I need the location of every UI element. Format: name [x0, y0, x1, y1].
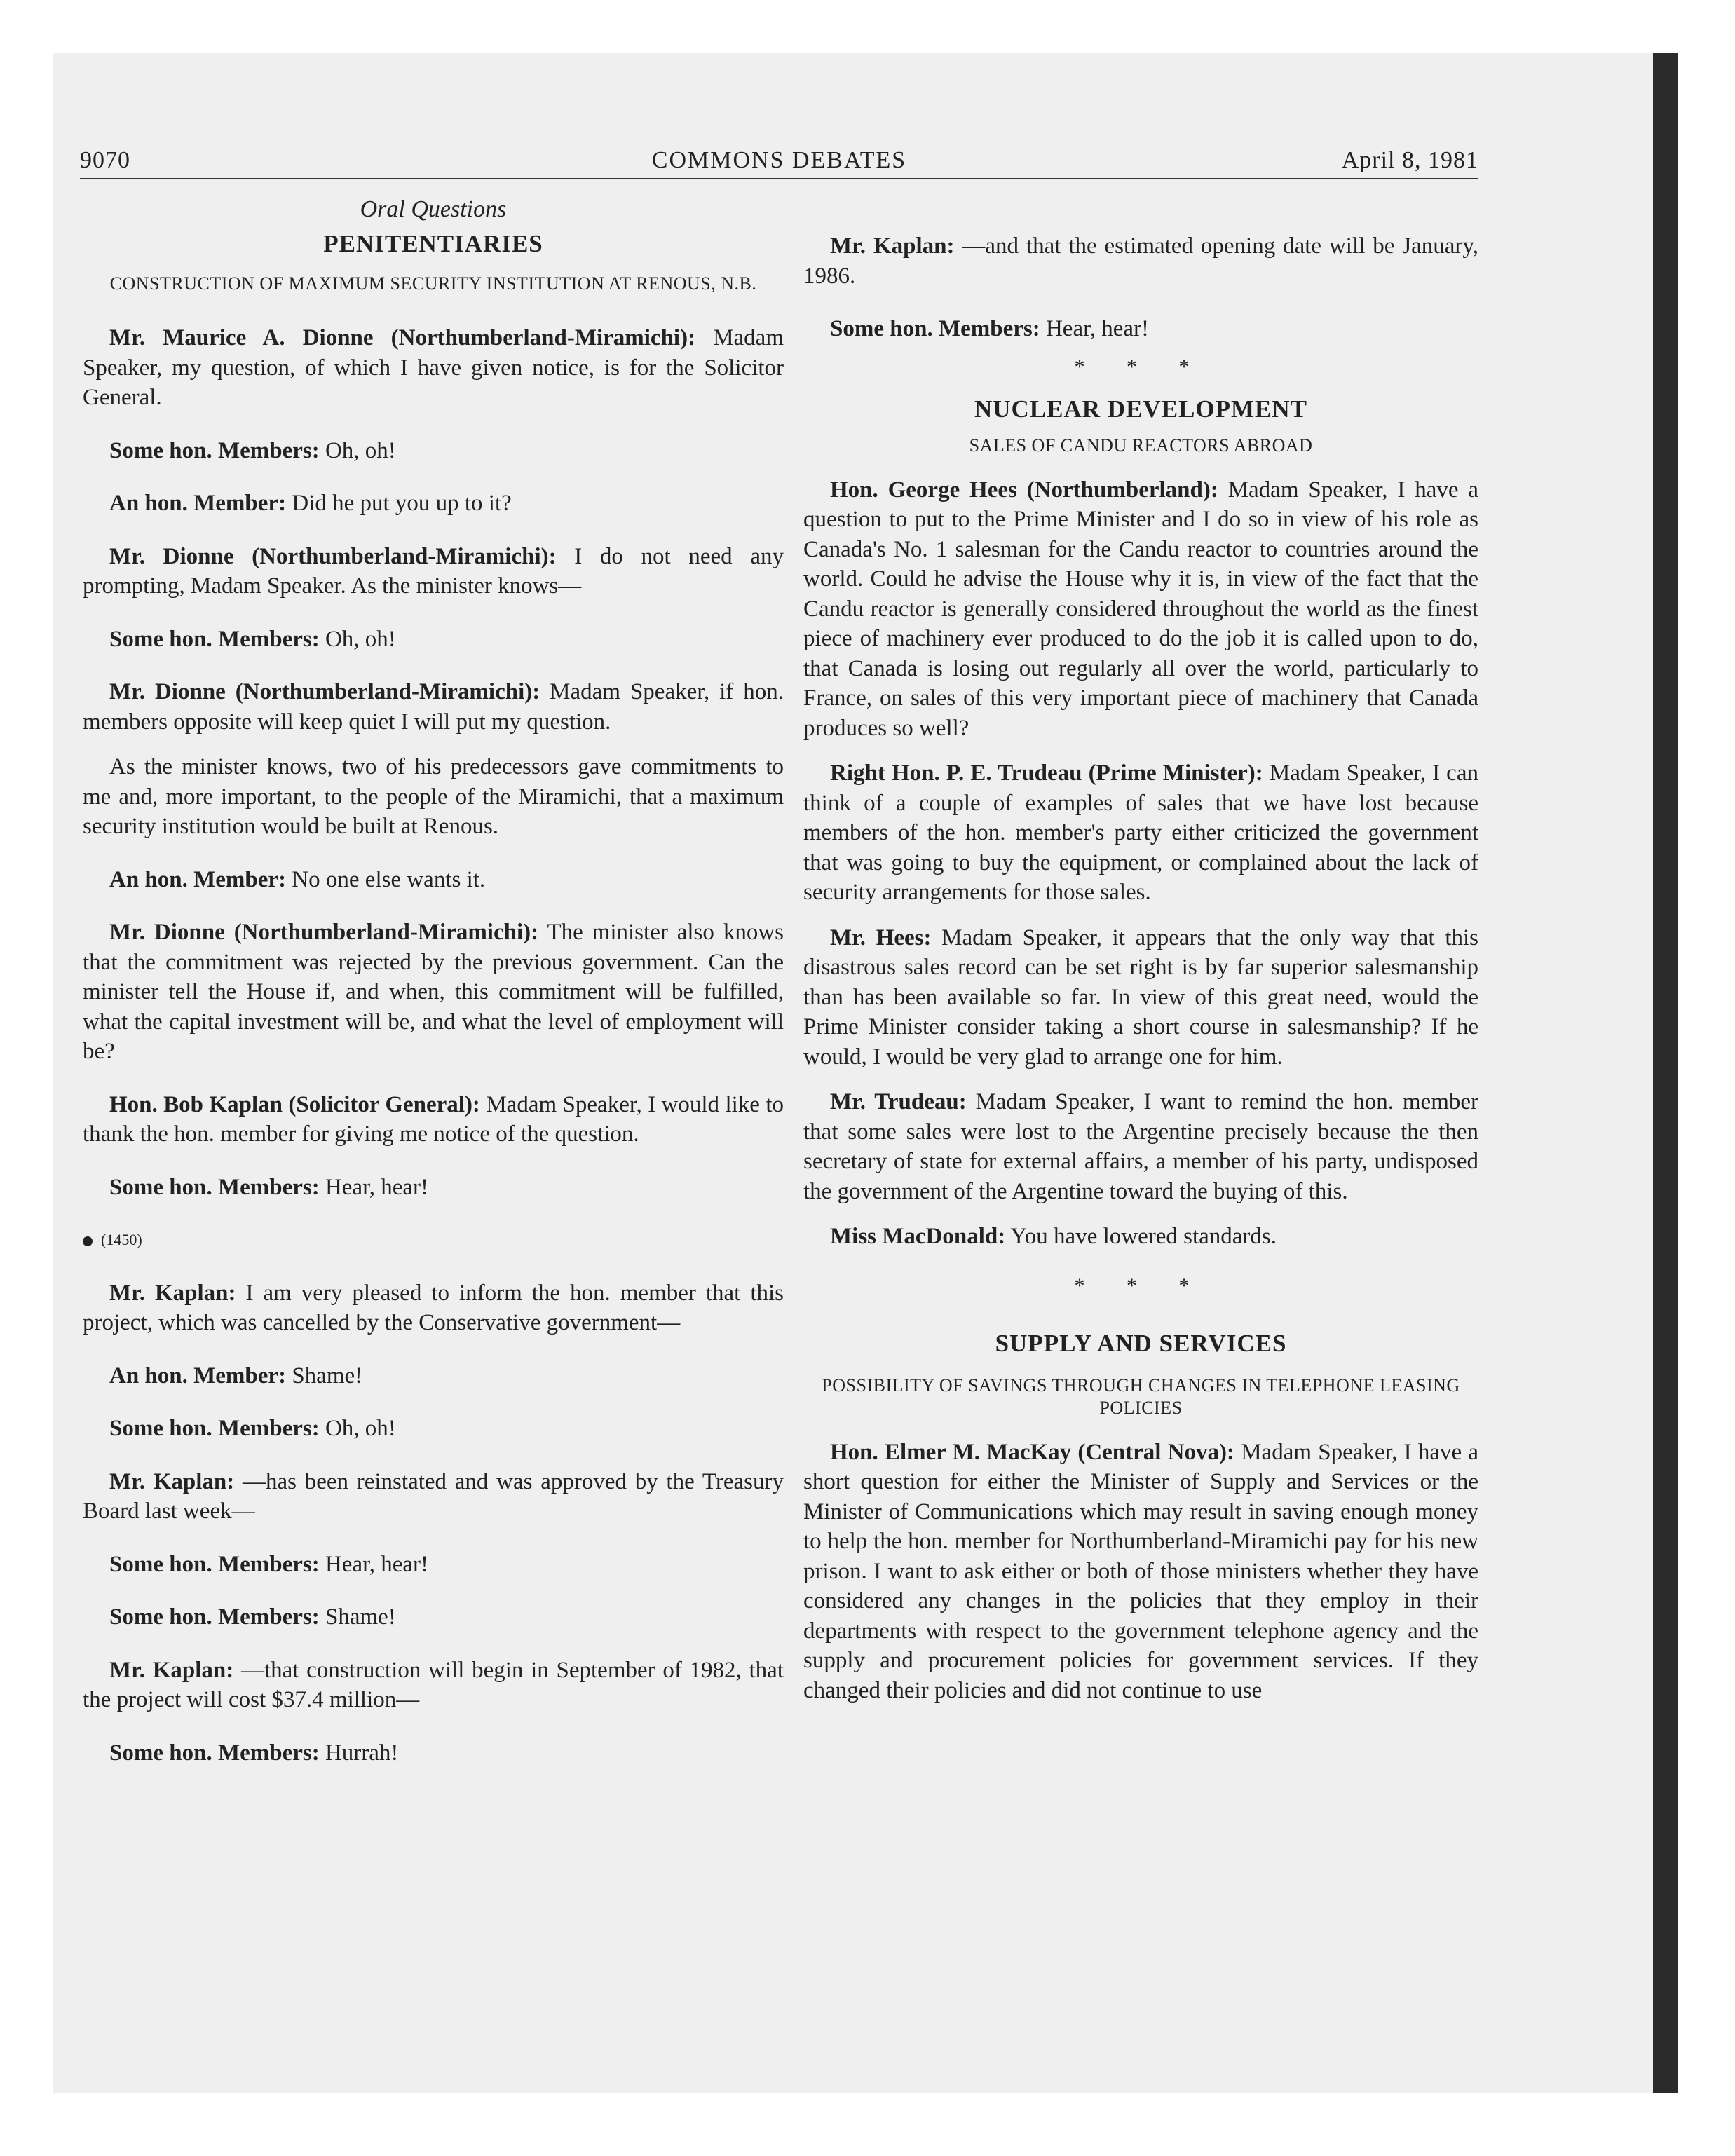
speech-paragraph: [83, 323, 784, 413]
speech-text: —that construction will begin in September of 1982, that the project will cost $37.4 million—: [83, 1657, 784, 1712]
speech-text: Madam Speaker, I can think of a couple of examples of sales that we have lost because members of the hon. member's party either criticized the government that was going to buy the equipment, or complained about the lack of security arrangements for those sales.: [803, 760, 1478, 905]
speech-text: Hurrah!: [319, 1740, 399, 1766]
speech-text: Hear, hear!: [319, 1174, 429, 1200]
speech-paragraph: [803, 1438, 1478, 1706]
speech-text: Madam Speaker, I have a short question for either the Minister of Supply and Services or the Minister of Communications which may result in saving enough money to help the hon. member for Northumberland-Miramichi pay for his new prison. I want to ask either or both of those ministers whether they have considered any changes in the policies that they employ in their departments with respect to the government telephone agency and the supply and procurement policies for government services. If they changed their policies and did not continue to use: [803, 1439, 1479, 1703]
speech-paragraph: [83, 677, 784, 737]
speaker-name: Some hon. Members:: [109, 1174, 320, 1200]
speech-text: The minister also knows that the commitment was rejected by the previous government. Can the minister tell the House if, and when, this commitment will be fulfilled, what the capital investment will be, and what the level of employment will be?: [83, 920, 784, 1064]
section-subtitle: CONSTRUCTION OF MAXIMUM SECURITY INSTITUTION AT RENOUS, N.B.: [109, 273, 757, 294]
speaker-name: Some hon. Members:: [109, 437, 320, 463]
speaker-name: Miss MacDonald:: [830, 1224, 1006, 1249]
speaker-name: Mr. Dionne (Northumberland-Miramichi):: [109, 679, 540, 704]
speech-paragraph: [83, 1414, 784, 1444]
speech-text: Hear, hear!: [319, 1551, 429, 1577]
speech-text: Shame!: [319, 1604, 396, 1630]
speech-text: I do not need any prompting, Madam Speaker. As the minister knows—: [83, 543, 784, 599]
speech-paragraph: [83, 1738, 784, 1768]
left-column: [83, 195, 784, 1768]
speech-text: Oh, oh!: [319, 1416, 396, 1441]
speech-paragraph: [83, 1602, 784, 1632]
speech-paragraph: [803, 1087, 1478, 1206]
speaker-name: Hon. George Hees (Northumberland):: [830, 477, 1218, 503]
speaker-name: Some hon. Members:: [830, 316, 1040, 341]
speech-text: Madam Speaker, it appears that the only way that this disastrous sales record can be set right is by far superior salesmanship than has been available so far. In view of this great need, would the Prime Minister consider taking a short course in salesmanship? If he would, I would be very glad to arrange one for him.: [803, 925, 1478, 1070]
speaker-name: Mr. Kaplan:: [109, 1468, 235, 1494]
section-separator: * * *: [1074, 355, 1208, 378]
speaker-name: Hon. Elmer M. MacKay (Central Nova):: [830, 1439, 1234, 1465]
speaker-name: Some hon. Members:: [109, 1416, 320, 1441]
category-heading: Oral Questions: [360, 196, 507, 222]
section-subtitle: SALES OF CANDU REACTORS ABROAD: [969, 435, 1313, 456]
speaker-name: Some hon. Members:: [109, 1604, 320, 1630]
speaker-name: Some hon. Members:: [109, 626, 320, 652]
section-subtitle: POSSIBILITY OF SAVINGS THROUGH CHANGES IN TELEPHONE LEASING POLICIES: [822, 1374, 1460, 1418]
speech-paragraph: [803, 758, 1478, 908]
speech-paragraph: [83, 1550, 784, 1580]
speaker-name: An hon. Member:: [109, 1363, 287, 1389]
time-marker-text: (1450): [101, 1231, 142, 1248]
speech-paragraph: [83, 436, 784, 466]
speech-text: Shame!: [286, 1363, 363, 1389]
continuation-paragraph: [83, 752, 784, 842]
speaker-name: Mr. Hees:: [830, 925, 932, 950]
speech-paragraph: [83, 1173, 784, 1203]
speech-paragraph: [83, 1656, 784, 1715]
speech-paragraph: [83, 489, 784, 519]
speech-text: Madam Speaker, I have a question to put to the Prime Minister and I do so in view of his role as Canada's No. 1 salesman for the Candu reactor to countries around the world. Could he advise the House why it is, in view of the fact that the Candu reactor is generally considered throughout the world as the finest piece of machinery ever produced to do the job it is called upon to do, that Canada is losing out regularly all over the world, particularly to France, on sales of this very important piece of machinery that Canada produces so well?: [803, 477, 1478, 741]
speech-text: Madam Speaker, I want to remind the hon. member that some sales were lost to the Argentine precisely because the then secretary of state for external affairs, a member of his party, undisposed the government of the Argentine toward the buying of this.: [803, 1089, 1479, 1204]
speech-paragraph: [83, 1278, 784, 1338]
speaker-name: Some hon. Members:: [109, 1551, 320, 1577]
right-column: [803, 231, 1478, 1705]
speech-paragraph: [83, 917, 784, 1067]
speaker-name: Some hon. Members:: [109, 1740, 320, 1766]
speech-text: Madam Speaker, my question, of which I have given notice, is for the Solicitor General.: [83, 325, 784, 410]
section-separator: * * *: [1074, 1274, 1208, 1297]
section-title: PENITENTIARIES: [323, 229, 543, 257]
speech-text: Did he put you up to it?: [286, 491, 512, 516]
speaker-name: Mr. Maurice A. Dionne (Northumberland-Miramichi):: [109, 325, 696, 350]
speech-text: Oh, oh!: [319, 626, 396, 652]
page-number: 9070: [80, 147, 130, 173]
speech-text: As the minister knows, two of his predecessors gave commitments to me and, more important, to the people of the Miramichi, that a maximum security institution would be built at Renous.: [83, 754, 784, 839]
speech-text: You have lowered standards.: [1005, 1224, 1277, 1249]
speech-paragraph: [803, 231, 1478, 291]
speech-paragraph: [83, 1090, 784, 1149]
publication-title: COMMONS DEBATES: [651, 147, 907, 173]
speaker-name: Mr. Kaplan:: [109, 1280, 236, 1306]
header-rule: [80, 178, 1478, 179]
publication-date: April 8, 1981: [1341, 147, 1478, 173]
speech-paragraph: [803, 314, 1478, 344]
speaker-name: Mr. Dionne (Northumberland-Miramichi):: [109, 543, 557, 569]
speech-text: —and that the estimated opening date will be January, 1986.: [803, 233, 1478, 289]
speech-paragraph: [803, 923, 1478, 1072]
speech-text: I am very pleased to inform the hon. member that this project, which was cancelled by the Conservative government—: [83, 1280, 784, 1335]
speech-paragraph: [83, 1467, 784, 1527]
speech-paragraph: [83, 865, 784, 895]
speech-text: Oh, oh!: [319, 437, 396, 463]
speech-paragraph: [83, 625, 784, 655]
speech-text: Madam Speaker, if hon. members opposite will keep quiet I will put my question.: [83, 679, 784, 735]
time-marker: [83, 1225, 784, 1255]
bullet-icon: [83, 1236, 93, 1246]
speaker-name: Hon. Bob Kaplan (Solicitor General):: [109, 1091, 480, 1117]
speech-text: Madam Speaker, I would like to thank the hon. member for giving me notice of the question.: [83, 1091, 784, 1147]
speech-paragraph: [83, 1361, 784, 1391]
speaker-name: Mr. Trudeau:: [830, 1089, 967, 1114]
speech-paragraph: [803, 1222, 1478, 1252]
section-title: NUCLEAR DEVELOPMENT: [974, 395, 1307, 423]
speech-text: Hear, hear!: [1040, 316, 1150, 341]
speaker-name: Mr. Dionne (Northumberland-Miramichi):: [109, 920, 539, 945]
speaker-name: Mr. Kaplan:: [109, 1657, 234, 1683]
speaker-name: An hon. Member:: [109, 866, 287, 892]
speaker-name: Mr. Kaplan:: [830, 233, 955, 259]
speech-text: —has been reinstated and was approved by the Treasury Board last week—: [83, 1468, 784, 1524]
running-header: [80, 147, 1478, 181]
speaker-name: Right Hon. P. E. Trudeau (Prime Minister):: [830, 760, 1263, 786]
speech-paragraph: [83, 542, 784, 601]
section-title: SUPPLY AND SERVICES: [995, 1330, 1287, 1357]
speech-paragraph: [803, 475, 1478, 744]
speaker-name: An hon. Member:: [109, 491, 287, 516]
speech-text: No one else wants it.: [286, 866, 486, 892]
scan-edge-shadow: [1653, 53, 1678, 2093]
